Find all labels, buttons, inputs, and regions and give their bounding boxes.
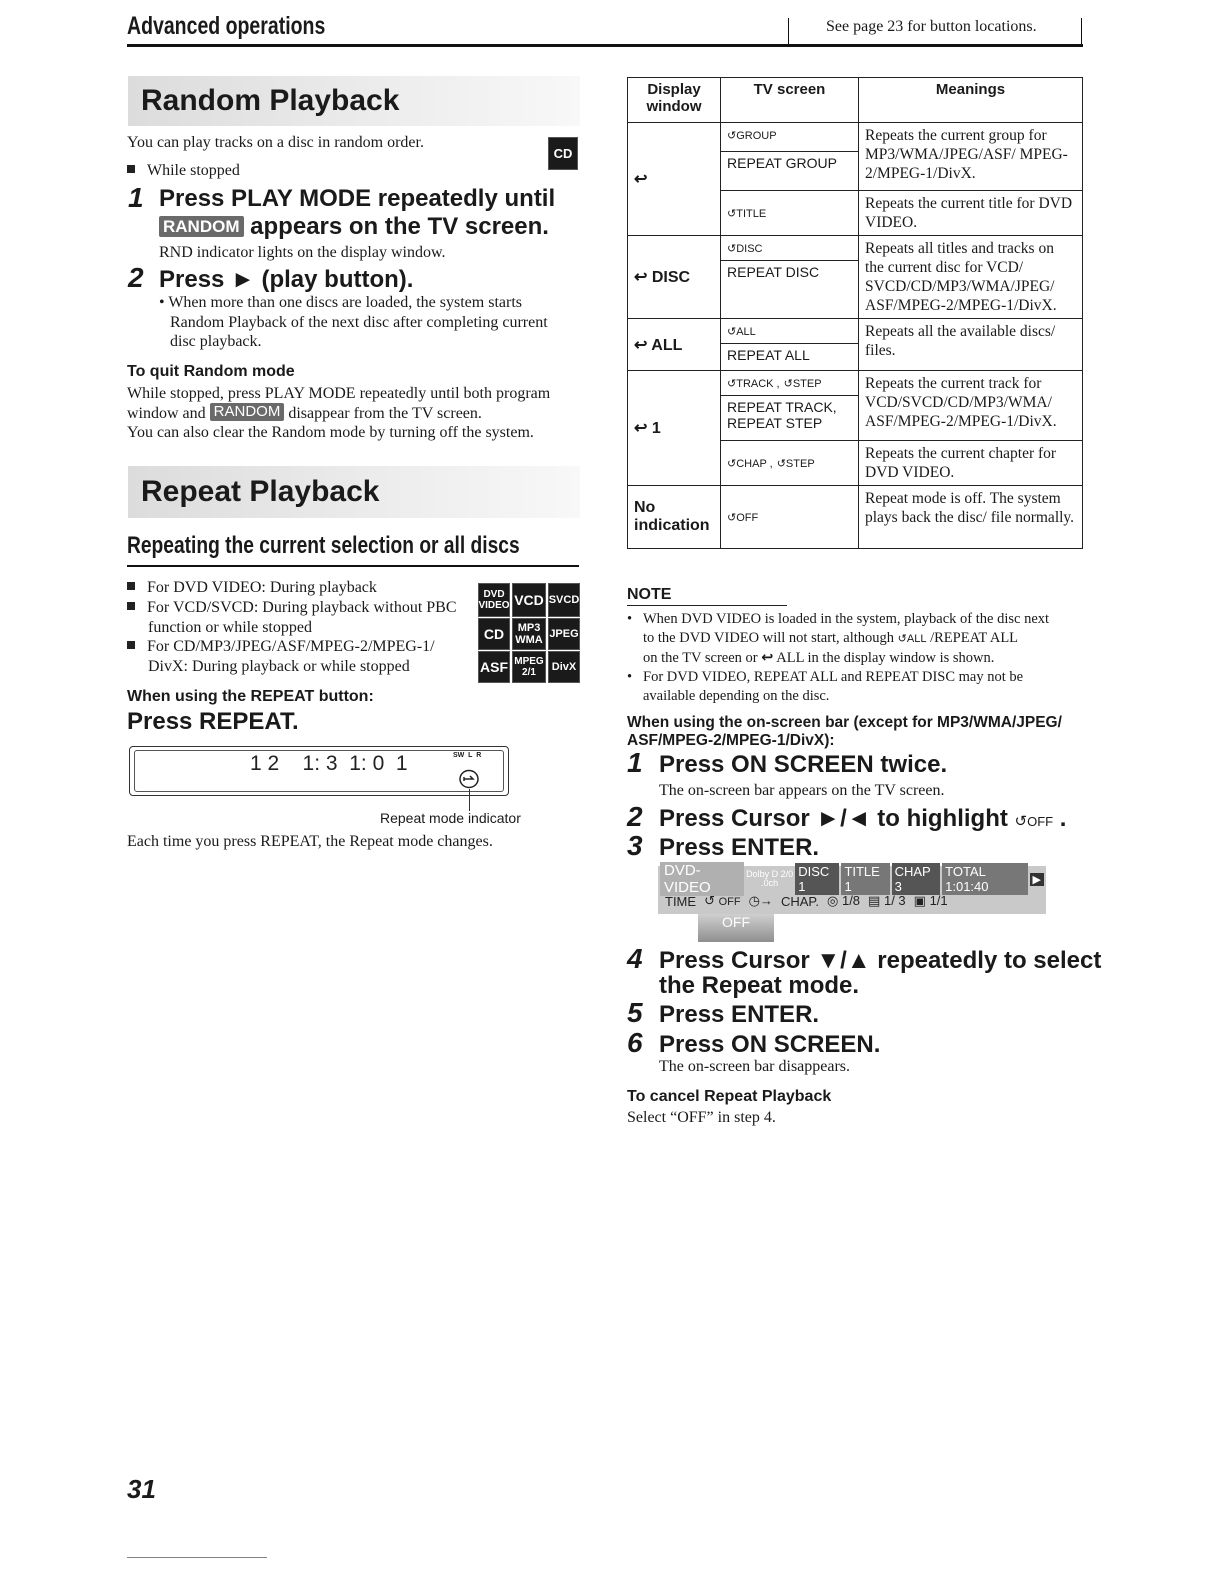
display-cell: ↩ 1 xyxy=(628,371,721,486)
bullet-icon xyxy=(127,165,135,173)
repeat-arrow-icon: ↩ xyxy=(634,171,648,188)
header-title: Advanced operations xyxy=(127,12,326,40)
bullet-icon xyxy=(127,582,135,590)
repeat-icon: ↺ xyxy=(1014,813,1028,830)
off-option: OFF xyxy=(698,914,774,942)
meaning-cell: Repeats the current title for DVD VIDEO. xyxy=(859,191,1083,236)
repeat-condition: function or while stopped xyxy=(148,619,312,636)
step-number: 6 xyxy=(627,1027,643,1058)
onscreen-step4: Press Cursor ▼/▲ repeatedly to select xyxy=(659,947,1102,974)
step-number: 5 xyxy=(627,997,643,1028)
tv-cell: ↺GROUP xyxy=(721,123,859,152)
random-step2-bullet: disc playback. xyxy=(170,333,262,350)
indicator-leader-line xyxy=(469,789,470,811)
random-title: Random Playback xyxy=(141,84,400,117)
quit-random-text: window and RANDOM disappear from the TV screen. xyxy=(127,403,482,422)
angle-icon: ▣ xyxy=(913,893,926,908)
subtitle-icon: ▤ xyxy=(868,893,881,908)
repeat-each-time: Each time you press REPEAT, the Repeat mode changes. xyxy=(127,833,493,850)
repeat-arrow-icon: ↩ xyxy=(634,269,648,286)
svcd-badge: SVCD xyxy=(548,583,580,617)
header-divider xyxy=(1081,18,1082,44)
audio-icon: ◎ xyxy=(827,893,839,908)
jpeg-badge: JPEG xyxy=(548,618,580,650)
table-row xyxy=(628,371,1083,396)
tv-cell: ↺TITLE xyxy=(721,191,859,236)
step-number: 1 xyxy=(128,182,144,213)
meaning-cell: Repeat mode is off. The system plays back the disc/ file normally. xyxy=(859,486,1083,549)
display-cell xyxy=(628,123,721,236)
random-step2-bullet: • When more than one discs are loaded, the system starts xyxy=(159,294,522,311)
repeat-icon: ↺ xyxy=(727,512,737,524)
table-row xyxy=(628,319,1083,344)
mpeg-badge: MPEG 2/1 xyxy=(512,651,546,683)
onscreen-step2: Press Cursor ►/◄ to highlight ↺OFF . xyxy=(659,805,1067,832)
note-rule xyxy=(627,605,787,606)
repeat-arrow-icon: ↩ xyxy=(761,650,774,666)
repeat-icon: ↺ xyxy=(727,458,737,470)
onscreen-step5: Press ENTER. xyxy=(659,1001,820,1028)
random-intro: You can play tracks on a disc in random order. xyxy=(127,134,424,151)
table-row xyxy=(628,236,1083,261)
display-readout: 1 2 1: 3 1: 0 1 xyxy=(250,752,408,775)
random-indicator-chip: RANDOM xyxy=(159,216,244,237)
footer-rule xyxy=(127,1557,267,1558)
random-step2: Press ► (play button). xyxy=(159,266,414,293)
step-number: 4 xyxy=(627,943,643,974)
page-number: 31 xyxy=(127,1474,156,1504)
press-repeat: Press REPEAT. xyxy=(127,708,299,735)
tv-cell: ↺ALL xyxy=(721,319,859,344)
repeat-icon: ↺ xyxy=(783,378,793,390)
table-row xyxy=(628,123,1083,152)
cancel-repeat-text: Select “OFF” in step 4. xyxy=(627,1109,776,1126)
repeat-button-heading: When using the REPEAT button: xyxy=(127,688,374,705)
repeat-subtitle: Repeating the current selection or all discs xyxy=(127,532,520,559)
cancel-repeat-heading: To cancel Repeat Playback xyxy=(627,1088,832,1105)
quit-random-text: While stopped, press PLAY MODE repeatedly until both program xyxy=(127,385,551,402)
onscreen-step3: Press ENTER. xyxy=(659,834,820,861)
note-heading: NOTE xyxy=(627,586,672,603)
onscreen-step1-note: The on-screen bar appears on the TV screen. xyxy=(659,782,945,799)
repeat-title: Repeat Playback xyxy=(141,475,380,508)
repeat-icon: ↺ xyxy=(704,893,715,908)
display-cell: ↩ DISC xyxy=(628,236,721,319)
random-step1-line2: RANDOM appears on the TV screen. xyxy=(159,213,549,241)
repeat-icon: ↺ xyxy=(727,243,737,255)
onscreen-step6: Press ON SCREEN. xyxy=(659,1031,881,1058)
repeat-arrow-icon: ↩ xyxy=(634,336,648,354)
repeat-condition: For DVD VIDEO: During playback xyxy=(127,578,377,598)
repeat-icon: ↺ xyxy=(727,208,737,220)
tv-cell: REPEAT ALL xyxy=(721,344,859,371)
mp3-wma-badge: MP3 WMA xyxy=(512,618,546,650)
step-number: 1 xyxy=(627,747,643,778)
note-bullet-1: • When DVD VIDEO is loaded in the system, playback of the disc next to the DVD VIDEO will not start, although ↺ALL /REPEAT ALL on the TV screen or ↩ ALL in the display window is shown. • For DVD VIDEO, REPEAT ALL and REPEAT DISC may not be available depending on the disc. xyxy=(627,611,1050,704)
tv-cell: ↺CHAP , ↺STEP xyxy=(721,441,859,486)
onscreen-heading: ASF/MPEG-2/MPEG-1/DivX): xyxy=(627,732,835,749)
next-arrow-icon: ▶ xyxy=(1030,873,1044,886)
meaning-cell: Repeats all the available discs/ files. xyxy=(859,319,1083,371)
table-header: Display window xyxy=(628,78,721,123)
random-step1-note: RND indicator lights on the display window. xyxy=(159,244,446,261)
random-condition: While stopped xyxy=(127,161,240,181)
meaning-cell: Repeats the current group for MP3/WMA/JPEG/ASF/ MPEG-2/MPEG-1/DivX. xyxy=(859,123,1083,191)
repeat-icon: ↺ xyxy=(727,378,737,390)
display-cell: ↩ ALL xyxy=(628,319,721,371)
meaning-cell: Repeats the current track for VCD/SVCD/CD/MP3/WMA/ ASF/MPEG-2/MPEG-1/DivX. xyxy=(859,371,1083,441)
header-rule xyxy=(127,44,1083,47)
onscreen-step4: the Repeat mode. xyxy=(659,972,860,999)
repeat-condition: For VCD/SVCD: During playback without PBC xyxy=(127,598,457,618)
display-cell: No indication xyxy=(628,486,721,549)
meaning-cell: Repeats the current chapter for DVD VIDEO. xyxy=(859,441,1083,486)
meaning-cell: Repeats all titles and tracks on the current disc for VCD/ SVCD/CD/MP3/WMA/JPEG/ ASF/MPEG-2/MPEG-1/DivX. xyxy=(859,236,1083,319)
quit-random-text: You can also clear the Random mode by turning off the system. xyxy=(127,424,534,441)
table-header-row xyxy=(628,78,1083,123)
repeat-modes-table xyxy=(627,77,1083,549)
subtitle-rule xyxy=(127,565,579,567)
onscreen-bar-row1: DVD-VIDEO Dolby D 2/0 .0ch DISC 1 TITLE 1 CHAP 3 TOTAL 1:01:40 ▶ xyxy=(660,868,1044,890)
repeat-icon: ↺ xyxy=(897,633,907,645)
cd-badge: CD xyxy=(548,137,578,170)
onscreen-step6-note: The on-screen bar disappears. xyxy=(659,1058,851,1075)
repeat-icon: ↺ xyxy=(727,130,737,142)
quit-random-heading: To quit Random mode xyxy=(127,363,295,380)
tv-cell: ↺OFF xyxy=(721,486,859,549)
divx-badge: DivX xyxy=(548,651,580,683)
tv-cell: ↺TRACK , ↺STEP xyxy=(721,371,859,396)
step-number: 3 xyxy=(627,830,643,861)
random-step1-line1: Press PLAY MODE repeatedly until xyxy=(159,185,556,212)
repeat-mode-indicator-icon xyxy=(458,769,480,789)
random-indicator-chip: RANDOM xyxy=(210,403,285,421)
header-divider xyxy=(788,18,789,44)
dvd-video-badge: DVD VIDEO xyxy=(478,583,510,617)
cd-badge: CD xyxy=(478,618,510,650)
table-row xyxy=(628,486,1083,549)
step-number: 2 xyxy=(128,262,144,293)
step-number: 2 xyxy=(627,801,643,832)
repeat-condition: For CD/MP3/JPEG/ASF/MPEG-2/MPEG-1/ xyxy=(127,637,435,657)
tv-cell: REPEAT GROUP xyxy=(721,152,859,191)
tv-cell: REPEAT DISC xyxy=(721,261,859,319)
header-note: See page 23 for button locations. xyxy=(826,18,1037,35)
onscreen-heading: When using the on-screen bar (except for MP3/WMA/JPEG/ xyxy=(627,714,1062,731)
random-step2-bullet: Random Playback of the next disc after completing current xyxy=(170,314,548,331)
bullet-icon xyxy=(127,602,135,610)
tv-cell: REPEAT TRACK, REPEAT STEP xyxy=(721,396,859,441)
repeat-icon: ↺ xyxy=(776,458,786,470)
table-header: Meanings xyxy=(859,78,1083,123)
repeat-icon: ↺ xyxy=(727,326,737,338)
repeat-arrow-icon: ↩ xyxy=(634,420,648,437)
asf-badge: ASF xyxy=(478,651,510,683)
clock-icon: ◷→ xyxy=(748,893,773,908)
onscreen-bar-row2: TIME ↺ OFF ◷→ CHAP. ◎ 1/8 ▤ 1/ 3 ▣ 1/1 xyxy=(665,893,948,909)
indicator-caption: Repeat mode indicator xyxy=(380,810,521,826)
display-marks: SW L R xyxy=(453,752,482,759)
repeat-condition: DivX: During playback or while stopped xyxy=(148,658,410,675)
tv-cell: ↺DISC xyxy=(721,236,859,261)
bullet-icon xyxy=(127,641,135,649)
onscreen-step1: Press ON SCREEN twice. xyxy=(659,751,948,778)
vcd-badge: VCD xyxy=(512,583,546,617)
table-header: TV screen xyxy=(721,78,859,123)
